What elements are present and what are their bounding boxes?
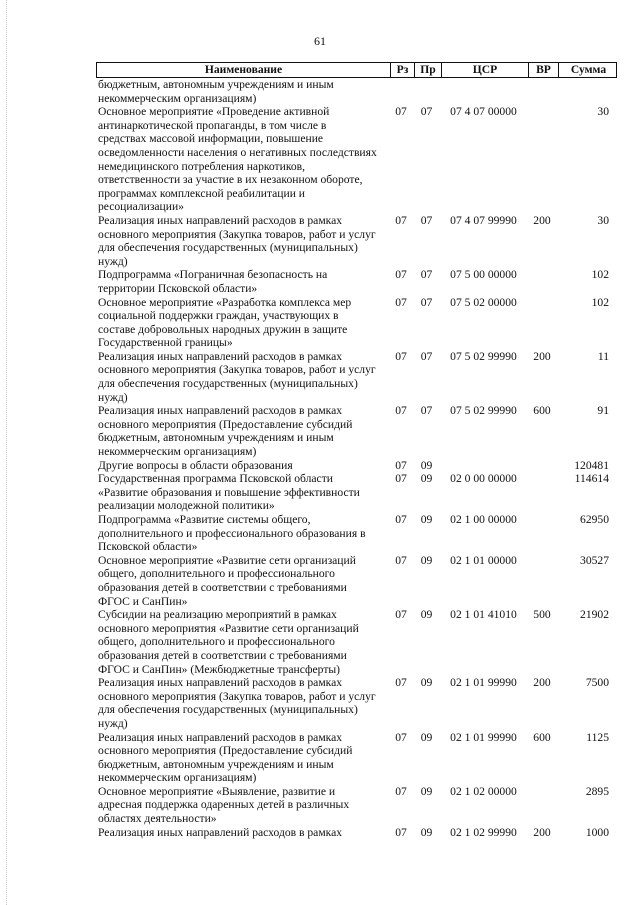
row-csr: 07 5 02 99990 bbox=[450, 349, 517, 363]
row-name-line: Основное мероприятие «Развитие сети организаций bbox=[98, 553, 356, 567]
row-name-line: бюджетным, автономным учреждениям и иным bbox=[98, 757, 334, 771]
row-name bbox=[96, 459, 389, 473]
row-pr: 09 bbox=[420, 472, 433, 486]
row-pr bbox=[413, 78, 440, 105]
row-name-line: нужд) bbox=[98, 390, 128, 404]
row-name bbox=[96, 554, 389, 608]
row-name-line: основного мероприятия (Предоставление субсидий bbox=[98, 744, 353, 758]
row-name-line: основного мероприятия (Закупка товаров, работ и услуг bbox=[98, 363, 376, 377]
row-vr: 200 bbox=[533, 213, 551, 227]
table-row bbox=[96, 608, 617, 676]
row-rz: 07 bbox=[395, 105, 407, 119]
table-row bbox=[96, 459, 617, 473]
header-rz: Рз bbox=[390, 63, 414, 77]
row-name-line: Реализация иных направлений расходов в рамках bbox=[98, 676, 343, 690]
row-name bbox=[96, 268, 389, 295]
row-sum: 102 bbox=[591, 268, 609, 282]
row-name-line: Подпрограмма «Развитие системы общего, bbox=[98, 513, 311, 526]
row-vr: 200 bbox=[533, 349, 551, 363]
row-sum: 30 bbox=[597, 105, 609, 119]
row-vr bbox=[527, 296, 557, 350]
row-csr: 07 5 00 00000 bbox=[450, 268, 517, 282]
row-sum: 91 bbox=[597, 404, 609, 418]
row-name-line: программах комплексной реабилитации и bbox=[98, 186, 306, 200]
row-name bbox=[96, 472, 389, 513]
row-name bbox=[96, 676, 389, 730]
budget-table bbox=[96, 62, 617, 839]
row-pr: 07 bbox=[420, 349, 433, 363]
row-name-line: Субсидии на реализацию мероприятий в рамках bbox=[98, 608, 337, 622]
header-pr: Пр bbox=[414, 63, 441, 77]
row-rz: 07 bbox=[395, 404, 407, 418]
row-name-line: основного мероприятия (Закупка товаров, работ и услуг bbox=[98, 689, 376, 703]
row-name-line: Псковской области» bbox=[98, 540, 198, 554]
row-name-line: некоммерческим организациям) bbox=[98, 771, 257, 785]
table-row bbox=[96, 268, 617, 295]
row-csr: 02 1 01 99990 bbox=[450, 676, 517, 690]
row-name-line: основного мероприятия (Предоставление субсидий bbox=[98, 417, 353, 431]
row-name-line: Реализация иных направлений расходов в рамках bbox=[98, 349, 343, 363]
row-csr: 07 4 07 00000 bbox=[450, 105, 517, 119]
row-pr: 09 bbox=[420, 825, 433, 839]
row-rz: 07 bbox=[395, 784, 407, 798]
row-vr bbox=[527, 268, 557, 295]
row-name bbox=[96, 731, 389, 785]
row-rz: 07 bbox=[395, 553, 407, 567]
row-csr: 07 5 02 00000 bbox=[450, 295, 517, 309]
row-rz: 07 bbox=[395, 268, 407, 282]
row-pr: 07 bbox=[420, 105, 433, 119]
page-number: 61 bbox=[314, 34, 326, 48]
row-name bbox=[96, 608, 389, 676]
header-vr: ВР bbox=[528, 63, 558, 77]
row-vr bbox=[527, 554, 557, 608]
row-name-line: Государственная программа Псковской области bbox=[98, 472, 333, 486]
table-row bbox=[96, 731, 617, 785]
table-row bbox=[96, 785, 617, 826]
row-name-line: средствах массовой информации, повышение bbox=[98, 132, 324, 146]
row-sum: 1000 bbox=[585, 825, 609, 839]
row-name bbox=[96, 785, 389, 826]
row-name bbox=[96, 404, 389, 458]
row-sum: 62950 bbox=[580, 513, 609, 526]
row-sum bbox=[557, 78, 617, 105]
row-name-line: социальной поддержки граждан, участвующих в bbox=[98, 309, 339, 323]
row-pr: 09 bbox=[420, 784, 433, 798]
row-csr bbox=[440, 459, 527, 473]
row-rz: 07 bbox=[395, 730, 407, 744]
table-header bbox=[96, 62, 617, 78]
row-pr: 09 bbox=[420, 553, 433, 567]
row-name bbox=[96, 296, 389, 350]
row-pr: 09 bbox=[420, 730, 433, 744]
row-sum: 21902 bbox=[580, 608, 609, 622]
row-sum: 2895 bbox=[585, 784, 609, 798]
row-name bbox=[96, 513, 389, 554]
row-name-line: ФГОС и СанПин» (Межбюджетные трансферты) bbox=[98, 662, 341, 676]
row-sum: 102 bbox=[591, 295, 609, 309]
row-name-line: областях деятельности» bbox=[98, 812, 217, 826]
header-name: Наименование bbox=[204, 63, 283, 76]
row-pr: 07 bbox=[420, 295, 433, 309]
row-name-line: ресоциализации» bbox=[98, 200, 184, 214]
row-name bbox=[96, 214, 389, 268]
row-name-line: Реализация иных направлений расходов в рамках bbox=[98, 730, 343, 744]
row-name-line: немедицинского потребления наркотиков, bbox=[98, 159, 306, 173]
row-name-line: территории Псковской области» bbox=[98, 281, 258, 295]
header-csr: ЦСР bbox=[441, 63, 528, 77]
row-name-line: Реализация иных направлений расходов в рамках bbox=[98, 404, 343, 418]
row-name bbox=[96, 105, 389, 214]
row-name-line: для обеспечения государственных (муниципальных) bbox=[98, 703, 358, 717]
row-name-line: некоммерческим организациям) bbox=[98, 445, 257, 459]
row-vr: 200 bbox=[533, 825, 551, 839]
row-pr: 07 bbox=[420, 268, 433, 282]
row-csr: 07 4 07 99990 bbox=[450, 213, 517, 227]
row-name-line: основного мероприятия (Закупка товаров, работ и услуг bbox=[98, 227, 376, 241]
row-name-line: образования детей в соответствии с требованиями bbox=[98, 648, 347, 662]
row-csr: 02 0 00 00000 bbox=[450, 472, 517, 486]
row-name-line: общего, дополнительного и профессионального bbox=[98, 567, 335, 581]
table-row bbox=[96, 472, 617, 513]
row-rz: 07 bbox=[395, 608, 407, 622]
row-name-line: для обеспечения государственных (муниципальных) bbox=[98, 377, 358, 391]
row-pr: 09 bbox=[420, 458, 433, 472]
row-name-line: нужд) bbox=[98, 716, 128, 730]
row-rz: 07 bbox=[395, 349, 407, 363]
row-name-line: бюджетным, автономным учреждениям и иным bbox=[98, 78, 334, 91]
row-sum: 114614 bbox=[574, 472, 609, 486]
row-name-line: составе добровольных народных дружин в защите bbox=[98, 322, 348, 336]
row-name-line: ФГОС и СанПин» bbox=[98, 594, 188, 608]
row-pr: 09 bbox=[420, 676, 433, 690]
row-name-line: Реализация иных направлений расходов в рамках bbox=[98, 825, 343, 839]
table-row bbox=[96, 513, 617, 554]
row-rz: 07 bbox=[395, 676, 407, 690]
row-name-line: Государственной границы» bbox=[98, 336, 233, 350]
table-row bbox=[96, 105, 617, 214]
row-vr bbox=[527, 459, 557, 473]
row-name bbox=[96, 826, 389, 840]
table-row bbox=[96, 404, 617, 458]
row-csr: 02 1 01 41010 bbox=[450, 608, 517, 622]
row-sum: 30 bbox=[597, 213, 609, 227]
row-sum: 120481 bbox=[574, 458, 609, 472]
row-name-line: общего, дополнительного и профессионального bbox=[98, 635, 335, 649]
row-csr: 07 5 02 99990 bbox=[450, 404, 517, 418]
row-pr: 09 bbox=[420, 608, 433, 622]
row-rz: 07 bbox=[395, 825, 407, 839]
row-name-line: осведомленности населения о негативных последствиях bbox=[98, 145, 377, 159]
row-name-line: ответственности за участие в их незаконном обороте, bbox=[98, 173, 363, 187]
row-name-line: образования детей в соответствии с требованиями bbox=[98, 580, 347, 594]
row-name-line: бюджетным, автономным учреждениям и иным bbox=[98, 431, 334, 445]
row-vr: 500 bbox=[533, 608, 551, 622]
row-csr: 02 1 00 00000 bbox=[450, 513, 517, 526]
row-rz: 07 bbox=[395, 472, 407, 486]
row-name-line: «Развитие образования и повышение эффективности bbox=[98, 485, 360, 499]
row-csr: 02 1 01 00000 bbox=[450, 553, 517, 567]
table-row bbox=[96, 554, 617, 608]
table-row bbox=[96, 214, 617, 268]
row-vr: 600 bbox=[533, 730, 551, 744]
row-name-line: Основное мероприятие «Разработка комплекса мер bbox=[98, 295, 352, 309]
row-pr: 07 bbox=[420, 404, 433, 418]
table-row bbox=[96, 826, 617, 840]
table-row bbox=[96, 78, 617, 105]
row-rz bbox=[389, 78, 413, 105]
table-row bbox=[96, 296, 617, 350]
row-name-line: некоммерческим организациям) bbox=[98, 91, 257, 105]
row-pr: 07 bbox=[420, 213, 433, 227]
table-body bbox=[96, 78, 617, 839]
row-pr: 09 bbox=[420, 513, 433, 526]
row-vr: 200 bbox=[533, 676, 551, 690]
row-name bbox=[96, 78, 389, 105]
row-name-line: Другие вопросы в области образования bbox=[98, 458, 293, 472]
row-name-line: Подпрограмма «Пограничная безопасность на bbox=[98, 268, 328, 282]
row-sum: 7500 bbox=[585, 676, 609, 690]
header-sum: Сумма bbox=[558, 63, 618, 77]
row-name-line: Основное мероприятие «Выявление, развитие и bbox=[98, 784, 336, 798]
row-sum: 1125 bbox=[586, 730, 609, 744]
row-sum: 30527 bbox=[580, 553, 609, 567]
row-rz: 07 bbox=[395, 213, 407, 227]
row-sum: 11 bbox=[597, 349, 609, 363]
row-name-line: Основное мероприятие «Проведение активной bbox=[98, 105, 330, 119]
scan-edge bbox=[6, 0, 8, 905]
row-name-line: Реализация иных направлений расходов в рамках bbox=[98, 213, 343, 227]
row-name-line: нужд) bbox=[98, 254, 128, 268]
row-vr bbox=[527, 785, 557, 826]
row-name-line: реализации молодежной политики» bbox=[98, 499, 275, 513]
row-vr bbox=[527, 105, 557, 214]
row-name-line: для обеспечения государственных (муниципальных) bbox=[98, 241, 358, 255]
row-vr: 600 bbox=[533, 404, 551, 418]
row-vr bbox=[527, 78, 557, 105]
row-rz: 07 bbox=[395, 295, 407, 309]
row-csr: 02 1 02 00000 bbox=[450, 784, 517, 798]
row-name bbox=[96, 350, 389, 404]
row-vr bbox=[527, 513, 557, 554]
row-rz: 07 bbox=[395, 513, 407, 526]
row-csr: 02 1 01 99990 bbox=[450, 730, 517, 744]
table-row bbox=[96, 676, 617, 730]
row-csr: 02 1 02 99990 bbox=[450, 825, 517, 839]
row-vr bbox=[527, 472, 557, 513]
row-name-line: адресная поддержка одаренных детей в различных bbox=[98, 798, 350, 812]
table-row bbox=[96, 350, 617, 404]
row-rz: 07 bbox=[395, 458, 407, 472]
row-name-line: основного мероприятия «Развитие сети организаций bbox=[98, 621, 359, 635]
row-name-line: антинаркотической пропаганды, в том числе в bbox=[98, 118, 327, 132]
row-name-line: дополнительного и профессионального образования в bbox=[98, 526, 366, 540]
row-csr bbox=[440, 78, 527, 105]
